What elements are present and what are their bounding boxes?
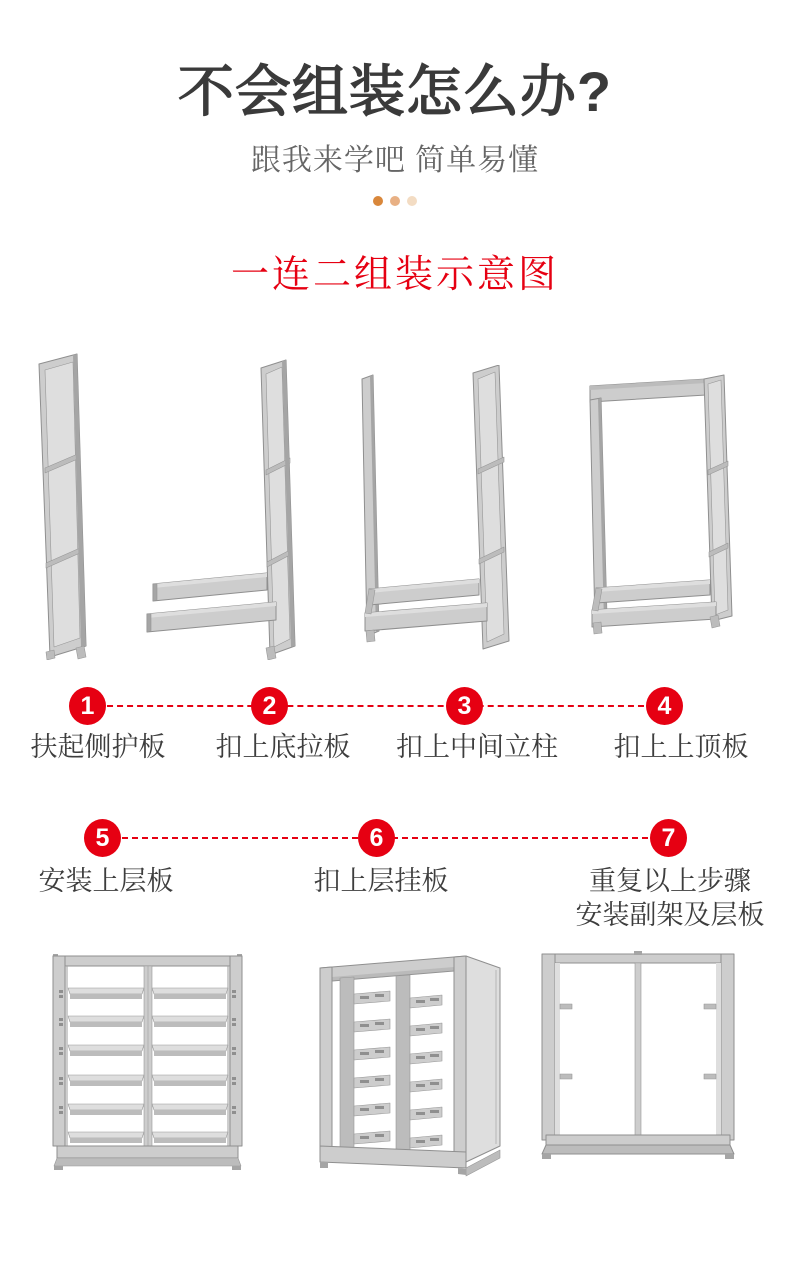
figure-step2-panel-with-base-bars bbox=[145, 358, 300, 660]
step-connector-line bbox=[87, 705, 664, 707]
step-1-badge bbox=[69, 687, 106, 725]
step-7-number: 7 bbox=[661, 823, 676, 852]
figure-step4-closed-frame bbox=[582, 372, 733, 638]
figure-step7-double-bay-frame bbox=[538, 948, 738, 1160]
double-shelf-illustration bbox=[45, 948, 250, 1170]
step-6-badge bbox=[358, 819, 395, 857]
step-1-number: 1 bbox=[80, 691, 95, 720]
step-4-number: 4 bbox=[657, 691, 672, 720]
step-3-number: 3 bbox=[457, 691, 472, 720]
section-heading: 一连二组装示意图 bbox=[230, 254, 559, 296]
step-5-number: 5 bbox=[95, 823, 110, 852]
step-2-label: 扣上底拉板 bbox=[215, 732, 351, 762]
decor-dot bbox=[373, 196, 383, 206]
step-3-label: 扣上中间立柱 bbox=[396, 732, 558, 762]
step-5-badge bbox=[84, 819, 121, 857]
step-1-label: 扶起侧护板 bbox=[30, 732, 166, 762]
step-6-label: 扣上层挂板 bbox=[313, 866, 449, 896]
panel-with-base-bars-illustration bbox=[145, 358, 300, 660]
side-panel-illustration bbox=[30, 352, 92, 660]
decor-dots bbox=[0, 196, 790, 206]
step-5-label: 安装上层板 bbox=[38, 866, 174, 896]
decor-dot bbox=[407, 196, 417, 206]
step-7-badge bbox=[650, 819, 687, 857]
step-2-number: 2 bbox=[262, 691, 277, 720]
step-4-badge bbox=[646, 687, 683, 725]
step-7-label-line1: 重复以上步骤 bbox=[589, 866, 751, 896]
step-2-badge bbox=[251, 687, 288, 725]
page-subtitle: 跟我来学吧 简单易懂 bbox=[250, 144, 540, 177]
figure-step5-shelf-with-boards bbox=[45, 948, 250, 1170]
figure-step6-hang-plate-frame bbox=[308, 946, 508, 1183]
double-bay-frame-illustration bbox=[538, 948, 738, 1160]
step-4-label: 扣上上顶板 bbox=[613, 732, 749, 762]
decor-dot bbox=[390, 196, 400, 206]
step-6-number: 6 bbox=[369, 823, 384, 852]
page-title: 不会组装怎么办? bbox=[177, 60, 613, 123]
u-frame-illustration bbox=[352, 365, 517, 653]
closed-frame-illustration bbox=[582, 372, 733, 638]
step-7-label-line2: 安装副架及层板 bbox=[575, 900, 765, 930]
step-3-badge bbox=[446, 687, 483, 725]
hang-plate-frame-illustration bbox=[308, 946, 508, 1183]
figure-step3-u-frame bbox=[352, 365, 517, 653]
figure-step1-side-panel bbox=[30, 352, 92, 660]
